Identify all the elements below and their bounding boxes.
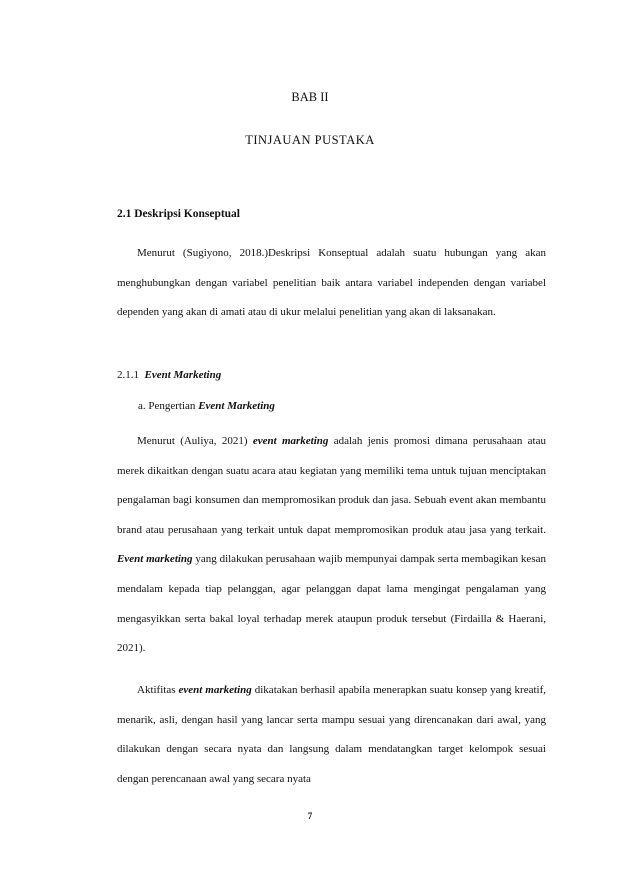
- p3-text-2: dikatakan berhasil apabila menerapkan suatu konsep yang kreatif, menarik, asli, dengan hasil yang lancar serta mampu sesuai yang direncanakan dari awal, yang dilakukan dengan secara nyata dan langsung dalam mendatangkan target kelompok sesuai dengan perencanaan awal yang secara nyata: [117, 684, 546, 785]
- paragraph-pengertian-body: [117, 427, 546, 664]
- p2-emphasis-1: event marketing: [252, 435, 329, 447]
- subsubsection-heading: [138, 400, 275, 412]
- p2-text-2: adalah jenis promosi dimana perusahaan atau merek dikaitkan dengan suatu acara atau kegiatan yang memiliki tema untuk tujuan menciptakan pengalaman bagi konsumen dan mempromosikan produk dan jasa. Sebuah event akan membantu brand atau perusahaan yang terkait untuk dapat mempromosikan produk atau jasa yang terkait.: [117, 435, 546, 536]
- subsubsection-prefix: a. Pengertian: [138, 400, 196, 412]
- chapter-title: TINJAUAN PUSTAKA: [245, 133, 375, 147]
- subsubsection-term: Event Marketing: [198, 400, 275, 412]
- page-number: 7: [307, 811, 313, 821]
- p3-text-1: Aktifitas: [137, 684, 179, 696]
- paragraph-pengertian: [117, 427, 546, 664]
- paragraph-aktifitas-body: [117, 676, 546, 794]
- p3-emphasis-1: event marketing: [178, 684, 252, 696]
- chapter-number: BAB II: [291, 90, 329, 104]
- paragraph-aktifitas: [117, 676, 546, 794]
- section-heading: 2.1 Deskripsi Konseptual: [117, 208, 241, 220]
- p2-text-3: yang dilakukan perusahaan wajib mempunyai dampak serta membagikan kesan mendalam kepada tiap pelanggan, agar pelanggan dapat lama mengingat pengalaman yang mengasyikkan serta bakal loyal terhadap merek ataupun produk tersebut (Firdailla & Haerani, 2021).: [117, 553, 546, 655]
- paragraph-deskripsi-text: Menurut (Sugiyono, 2018.)Deskripsi Konseptual adalah suatu hubungan yang akan menghubungkan dengan variabel penelitian baik antara variabel independen dengan variabel dependen yang akan di amati atau di ukur melalui penelitian yang akan di laksanakan.: [117, 247, 546, 319]
- subsection-number: 2.1.1: [117, 369, 139, 381]
- subsection-heading: [117, 369, 221, 381]
- subsection-title: Event Marketing: [144, 369, 222, 381]
- paragraph-deskripsi: [117, 239, 546, 328]
- p2-emphasis-2: Event marketing: [117, 553, 193, 566]
- p2-text-1: Menurut (Auliya, 2021): [137, 435, 253, 447]
